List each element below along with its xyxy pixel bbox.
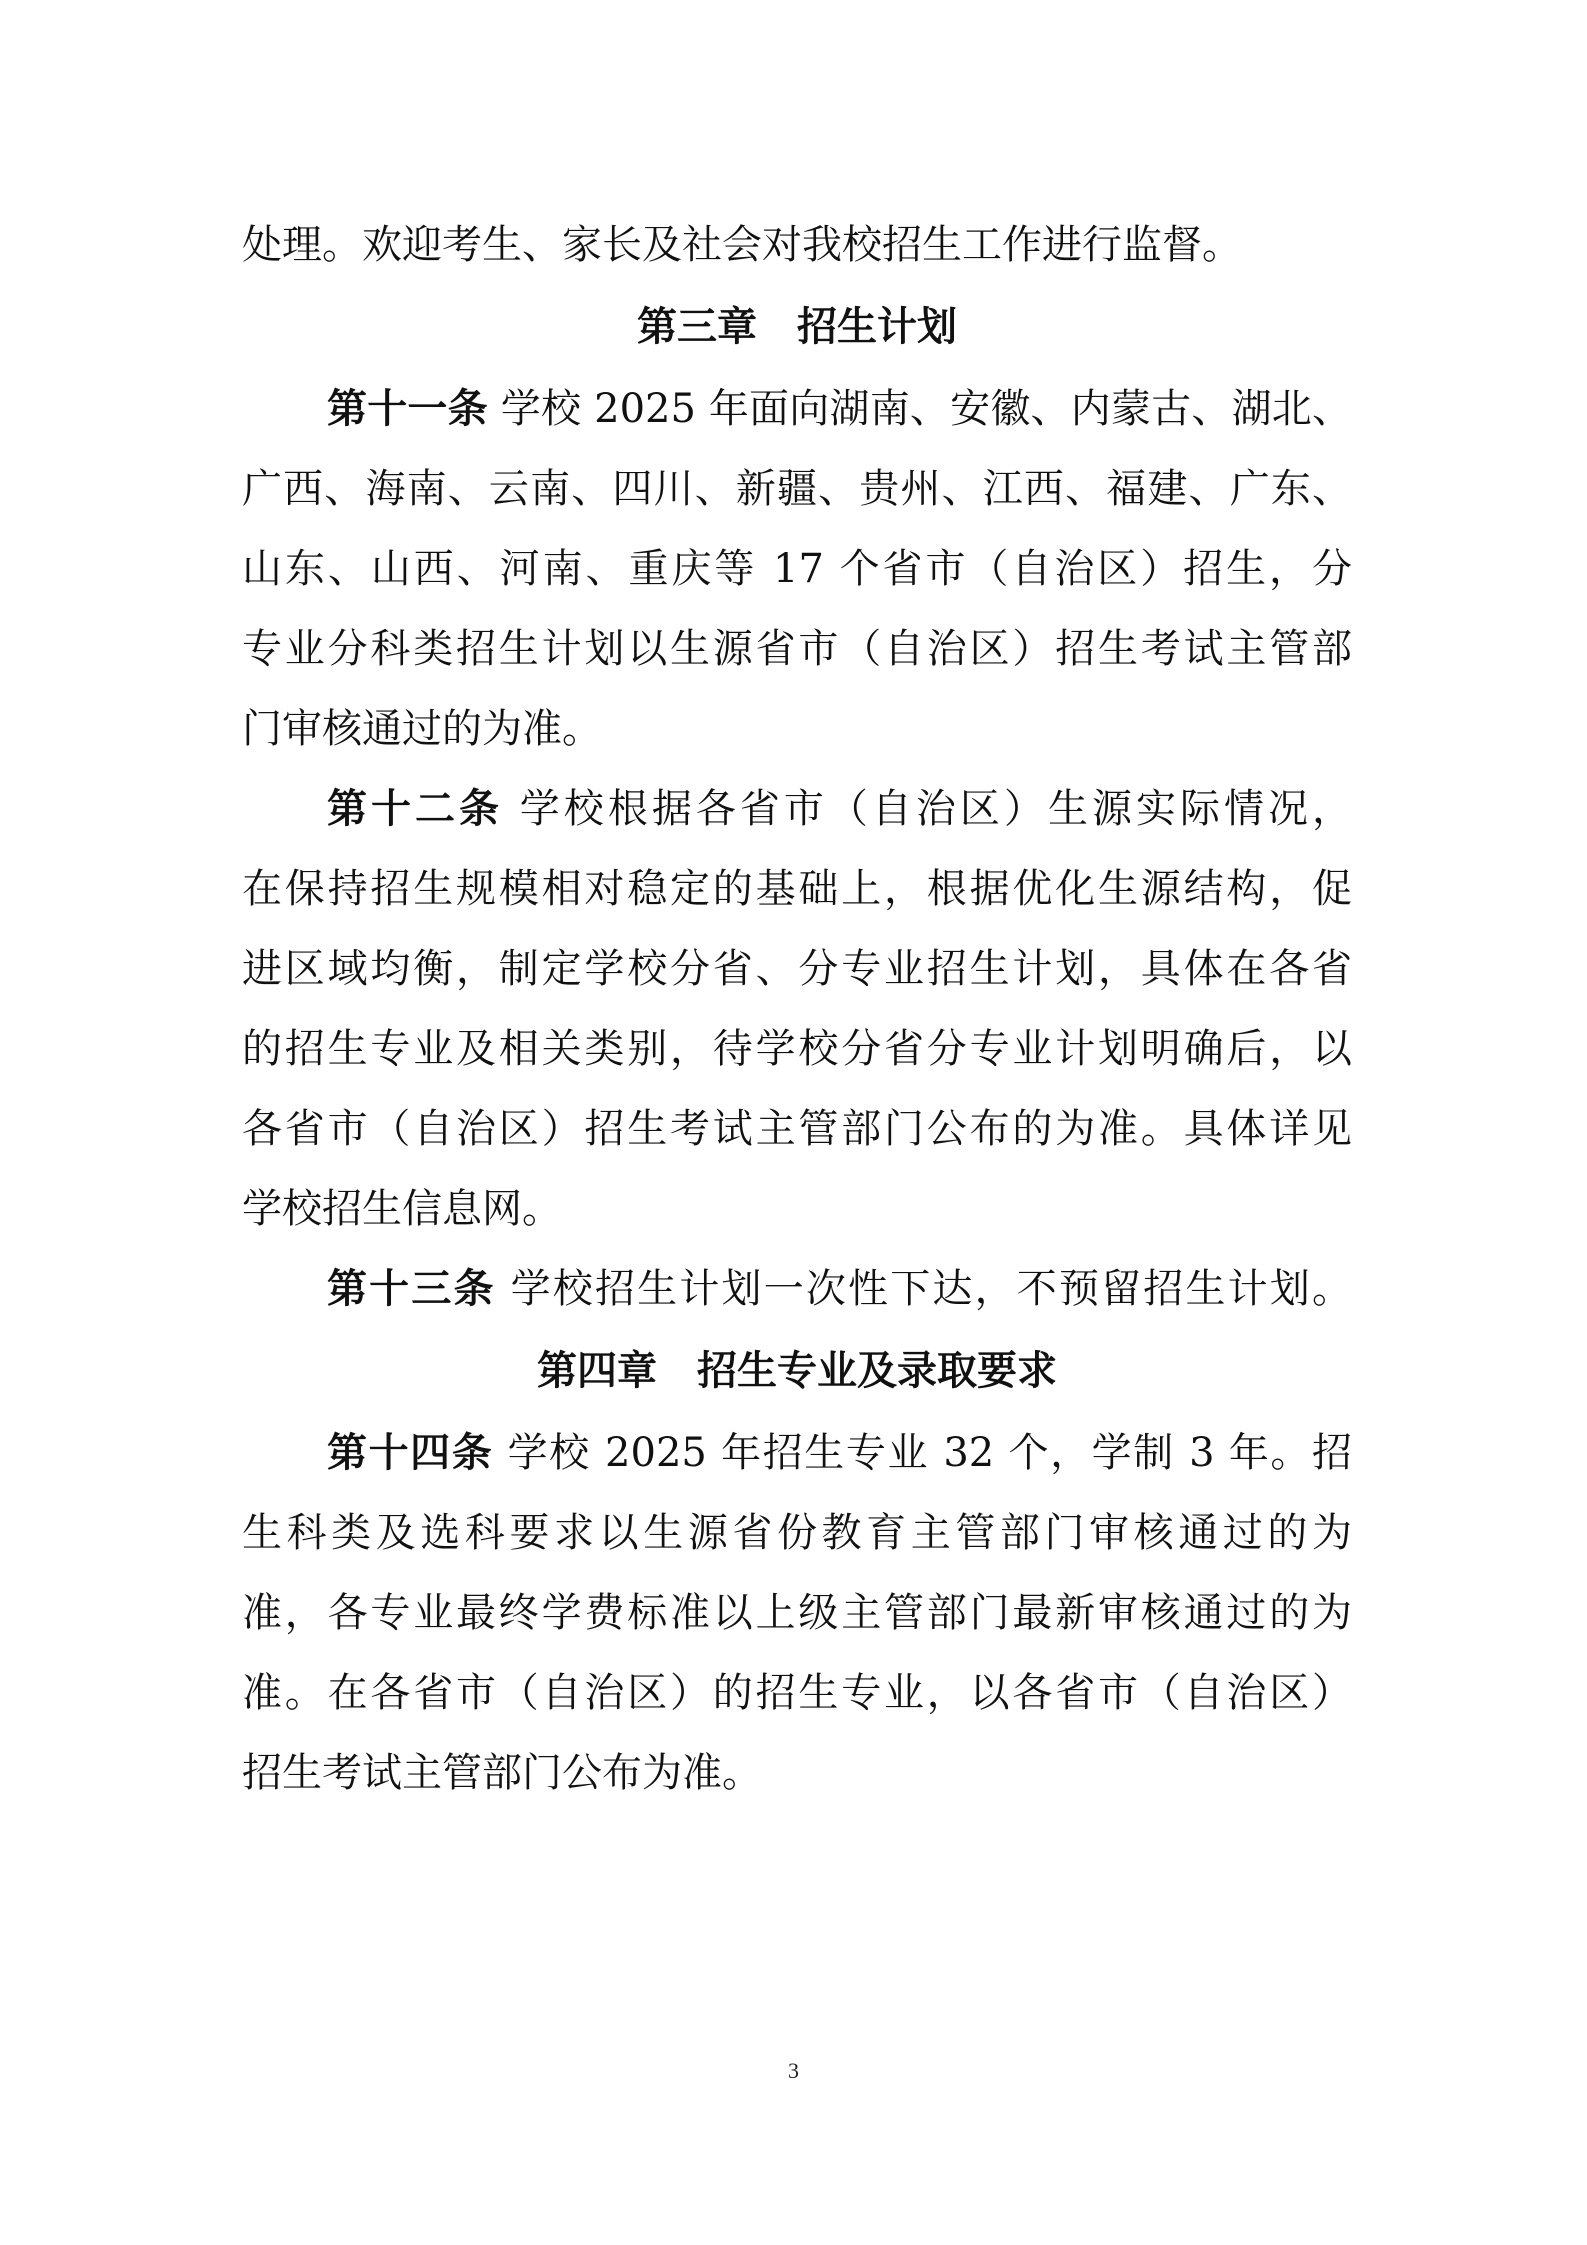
paragraph-line: 生科类及选科要求以生源省份教育主管部门审核通过的为 — [242, 1510, 1352, 1556]
paragraph-line: 各省市（自治区）招生考试主管部门公布的为准。具体详见 — [242, 1106, 1352, 1152]
paragraph-line: 专业分科类招生计划以生源省市（自治区）招生考试主管部 — [242, 626, 1352, 672]
article-label: 第十一条 — [327, 386, 488, 432]
article-label: 第十三条 — [327, 1266, 496, 1312]
article-11-first-line — [242, 369, 1352, 449]
chapter-heading: 第四章 招生专业及录取要求 — [537, 1348, 1057, 1394]
article-text: 学校 2025 年面向湖南、安徽、内蒙古、湖北、 — [500, 386, 1353, 432]
article-label: 第十四条 — [327, 1430, 494, 1476]
document-page — [242, 205, 1352, 1813]
article-14-first-line — [242, 1413, 1352, 1493]
article-label: 第十二条 — [327, 786, 504, 832]
paragraph-line: 在保持招生规模相对稳定的基础上，根据优化生源结构，促 — [242, 866, 1352, 912]
paragraph-line: 广西、海南、云南、四川、新疆、贵州、江西、福建、广东、 — [242, 466, 1352, 512]
paragraph-line: 准。在各省市（自治区）的招生专业，以各省市（自治区） — [242, 1670, 1352, 1716]
article-13-first-line — [242, 1249, 1352, 1329]
article-text: 学校招生计划一次性下达，不预留招生计划。 — [510, 1266, 1353, 1312]
paragraph-line: 准，各专业最终学费标准以上级主管部门最新审核通过的为 — [242, 1590, 1352, 1636]
page-number: 3 — [788, 2058, 799, 2083]
paragraph-line: 山东、山西、河南、重庆等 17 个省市（自治区）招生，分 — [242, 546, 1352, 592]
paragraph-line: 进区域均衡，制定学校分省、分专业招生计划，具体在各省 — [242, 946, 1352, 992]
article-text: 学校根据各省市（自治区）生源实际情况， — [519, 786, 1353, 832]
paragraph-line: 的招生专业及相关类别，待学校分省分专业计划明确后，以 — [242, 1026, 1352, 1072]
paragraph-line: 招生考试主管部门公布为准。 — [242, 1750, 762, 1796]
paragraph-line: 学校招生信息网。 — [242, 1186, 562, 1232]
paragraph-line: 处理。欢迎考生、家长及社会对我校招生工作进行监督。 — [242, 222, 1242, 268]
paragraph-line: 门审核通过的为准。 — [242, 706, 602, 752]
chapter-heading: 第三章 招生计划 — [637, 304, 957, 350]
article-text: 学校 2025 年招生专业 32 个，学制 3 年。招 — [507, 1430, 1353, 1476]
article-12-first-line — [242, 769, 1352, 849]
